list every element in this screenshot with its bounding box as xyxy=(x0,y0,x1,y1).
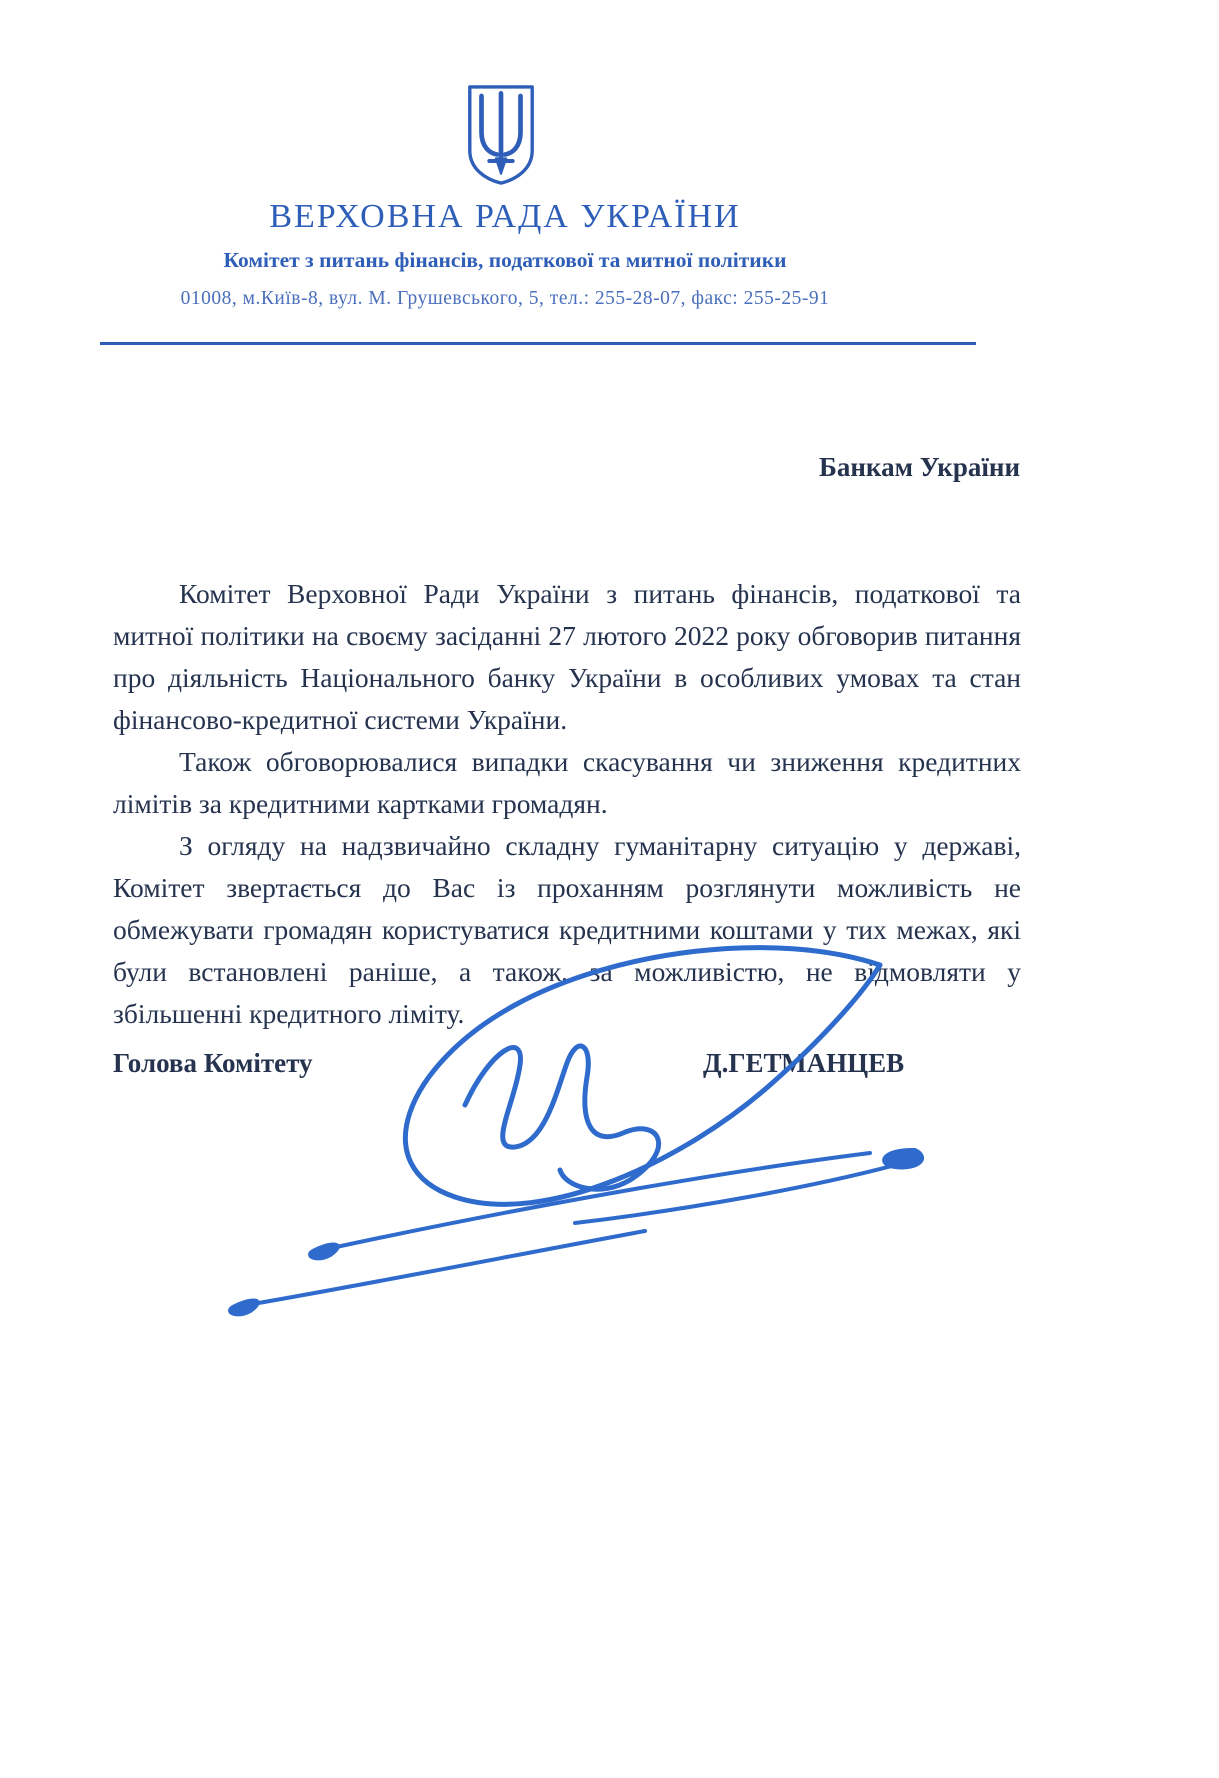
paragraph-3: З огляду на надзвичайно складну гуманітарну ситуацію у державі, Комітет звертається до Вас із проханням розглянути можливість не обмежувати громадян користуватися кредитними коштами у тих межах, які були встановлені раніше, а також, за можливістю, не відмовляти у збільшенні кредитного ліміту. xyxy=(113,830,1021,1029)
paragraph-2: Також обговорювалися випадки скасування чи зниження кредитних лімітів за кредитними картками громадян. xyxy=(113,746,1021,819)
org-address: 01008, м.Київ-8, вул. М. Грушевського, 5, тел.: 255-28-07, факс: 255-25-91 xyxy=(180,288,830,309)
signer-title: Голова Комітету xyxy=(113,1048,313,1078)
ukraine-trident-emblem-icon xyxy=(462,83,540,187)
paragraph-1: Комітет Верховної Ради України з питань фінансів, податкової та митної політики на своєму засіданні 27 лютого 2022 року обговорив питання про діяльність Національного банку України в особливих умовах та стан фінансово-кредитної системи України. xyxy=(113,578,1021,735)
org-title: ВЕРХОВНА РАДА УКРАЇНИ xyxy=(269,198,741,235)
recipient-line: Банкам України xyxy=(819,452,1020,482)
header-divider xyxy=(100,342,976,345)
signer-name: Д.ГЕТМАНЦЕВ xyxy=(703,1048,905,1078)
letter-body xyxy=(113,573,1021,1035)
committee-subtitle: Комітет з питань фінансів, податкової та митної політики xyxy=(223,248,787,272)
